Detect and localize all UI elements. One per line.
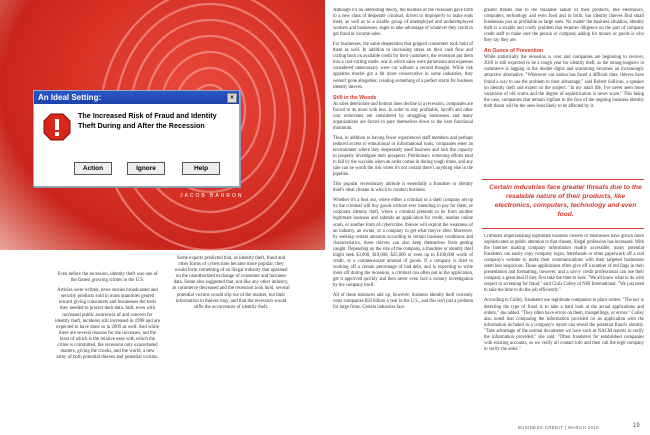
intro-column-2	[172, 256, 290, 315]
body-paragraph: Thus, in addition to having fewer experienced staff members and perhaps reduced access to educational or informational tools, companies enter an environment where they desperately need business and lack the capacity to properly investigate their prospects. Preliminary screening efforts tend to fall by the wayside when an order comes in during tough times, and any sale can be worth the risk when it's not certain there's anything else in the pipeline.	[333, 135, 473, 178]
intro-column-1	[55, 272, 160, 365]
pullquote: Certain industries face greater threats due to the resalable nature of their products, like electronics, computers, technology and even food.	[489, 184, 642, 218]
dialog-message: The Increased Risk of Fraud and Identity Theft During and After the Recession	[78, 111, 217, 130]
dialog-title-bar	[34, 91, 239, 104]
page-number: 19	[633, 423, 640, 429]
action-button: Action	[74, 162, 112, 175]
body-paragraph: While statistically the recession is over and companies are beginning to recover, 2010 is still expected to be a rough year for identity theft, as the strong-leaguers in commerce is lagging in the double digits and scamming becomes an increasingly attractive alternative. "Whenever our nation has faced a difficult time, thieves have found a way to use the problem to their advantage," said Robert Sullivan, a speaker on identity theft and expert on the subject. "In my adult life, I've never seen more variations of old scams and the degree of sophistication is never scam." This being the case, companies that remain vigilant in the face of the ongoing business identity theft threat will be the ones least likely to be affected by it.	[484, 55, 644, 109]
ignore-button: Ignore	[127, 162, 165, 175]
body-paragraph: This popular recessionary attitude is essentially a fraudster or identity thief's ideal climate in which to conduct business.	[333, 182, 473, 194]
body-paragraph: As sales deteriorate and bottom lines decline in a recession, companies are forced to do more with less. In order to stay profitable, layoffs and other cost reductions are considered by struggling businesses and many organizations are forced to pare themselves down to the bare functional minimum.	[333, 101, 473, 131]
byline: JACOB BARRON	[180, 193, 244, 199]
article-column-2-top	[484, 8, 644, 178]
body-paragraph: According to Colley, fraudsters use legitimate companies to place orders. "The key is detecting the type of fraud is to take a hard look at the actual applications and orders," she added. "They often have errors on them, misspellings, or errors." Colley also noted that comparing the information provided on an application with the information included in a company's report can reveal the potential fraud's identity. "Take advantage of the normal documents we have such as NACM reports to verify the information provided," she said. "Often fraudsters for established companies with existing accounts, so we verify all contact info and then call the legit company to verify the order."	[484, 298, 644, 352]
body-paragraph: Although it's an interesting theory, the realities of the recession gave birth to a new class of desperate criminal, driven to improperly to make ends meet, as well as to a sizable group of unemployed and underemployed workers and businesses, eager to take advantage of whatever they could to get fraud or income sales.	[333, 8, 473, 38]
help-button: Help	[182, 162, 220, 175]
body-paragraph: All of these instances add up, however; business identity theft currently costs companies $50 billion a year in the U.S., and this isn't just a problem for large firms. Certain industries face	[333, 293, 473, 311]
close-icon: ×	[227, 93, 237, 103]
body-paragraph: greater threats due to the resalable nature of their products, like electronics, computers, technology and even food and to forth, but identity thieves find small businesses just as profitable as large ones. No matter the business situation, identity theft is a sizable and costly problem that requires diligence on the part of company credit staff to make sure the person or company asking for money or goods is who they say they are.	[484, 8, 644, 44]
body-paragraph: Criminals impersonating legitimate business owners or businesses have grown more sophisticated as public attention to that chosen, illegal profession has increased. With the Internet making company information readily accessible, many potential fraudsters can easily copy company logos, letterheads or other paperwork off a real company's website to make their communications with their targeted businesses seem less suspicious. Those applications often give off a number of red flags in their presentation and formatting, however, and a savvy credit professional can use their company a great deal if they first take the time to look. "We all know what to do with respect to screening for fraud," said Chris Colley of NIB International. "We just need to take the time to do the job efficiently."	[484, 234, 644, 294]
pullquote-rule-top	[482, 179, 644, 180]
warning-icon	[43, 113, 71, 141]
intro-paragraph: Some experts predicted that, as identity theft, fraud and other forms of cybercrime became more popular, they would form something of an illegal industry that operated on the unauthorized exchange of consumer and business data. Some also suggested that, not like any other industry, as commerce decreased and the recession took hold, several potential victims would slip out of the market, but their information to thieves may, and that the recession would stifle the occurrences of identity theft.	[172, 256, 290, 310]
article-column-2-bottom	[484, 234, 644, 420]
subheading-an-ounce-of-prevention: An Ounce of Prevention	[484, 48, 544, 55]
footer-publication: BUSINESS CREDIT | MARCH 2010	[518, 425, 600, 430]
pullquote-rule-bottom	[482, 228, 644, 229]
article-column-1	[333, 8, 473, 420]
section-label: FEATURE	[3, 20, 9, 62]
intro-paragraph: Even before the recession, identity theft was one of the fastest growing crimes in the U.S.	[57, 272, 158, 284]
body-paragraph: Whether it's a bust out, where either a criminal or a shell company set up by the criminal will buy goods without ever intending to pay for them, or corporate identity theft, where a criminal pretends to be from another legitimate business and submits an application for credit, another online scam, or another form of cybercrime, thieves will exploit the weakness of an industry, an owner, or a company to get what they're after. Moreover, by seeking certain amounts according to certain business conditions and characteristics, these thieves can also keep themselves from getting caught. Depending on the size of the company, a fraudster or identity thief might seek $3,000, $10,000, $25,000 or even up to $100,000 worth of credit, or a commensurate amount of goods. If a company is tired to working off a certain percentage of bad debt, and is expecting to write more off during the recession, a criminal can often put in the application, get it approved quickly and then never even face a cursory investigation by the company itself.	[333, 198, 473, 288]
body-paragraph: For businesses, the same desperation that gripped consumers took hold of them as well. In addition to increasing stress on their cash flow and cutting back on available credit for their customers, the recession put them into a cost-cutting mode, one in which sales were paramount and expenses considered unnecessary were cut without a second thought. While risk appetites maybe got a bit more conservative in some industries, they weren't gone altogether, creating something of a perfect storm for business identity thieves.	[333, 42, 473, 90]
subheading-still-in-the-woods: Still in the Woods	[333, 94, 377, 101]
intro-paragraph: Articles were written, news stories broadcasted and security products sold in mass quantities geared toward giving consumers and businesses the tools they needed to protect their data. Still, even with increased public awareness of and concern for identity theft, incidents still increased in 1998 and are expected to have done so in 2009 as well. And while there are several reasons for the increases, not the least of which is the relative ease with which the crime is committed, the recession only exacerbated matters, giving the crooks, and the world, a new army of both potential thieves and potential victims.	[55, 288, 160, 361]
dialog-title: An Ideal Setting:	[38, 93, 102, 102]
fake-dialog-window	[33, 90, 240, 187]
